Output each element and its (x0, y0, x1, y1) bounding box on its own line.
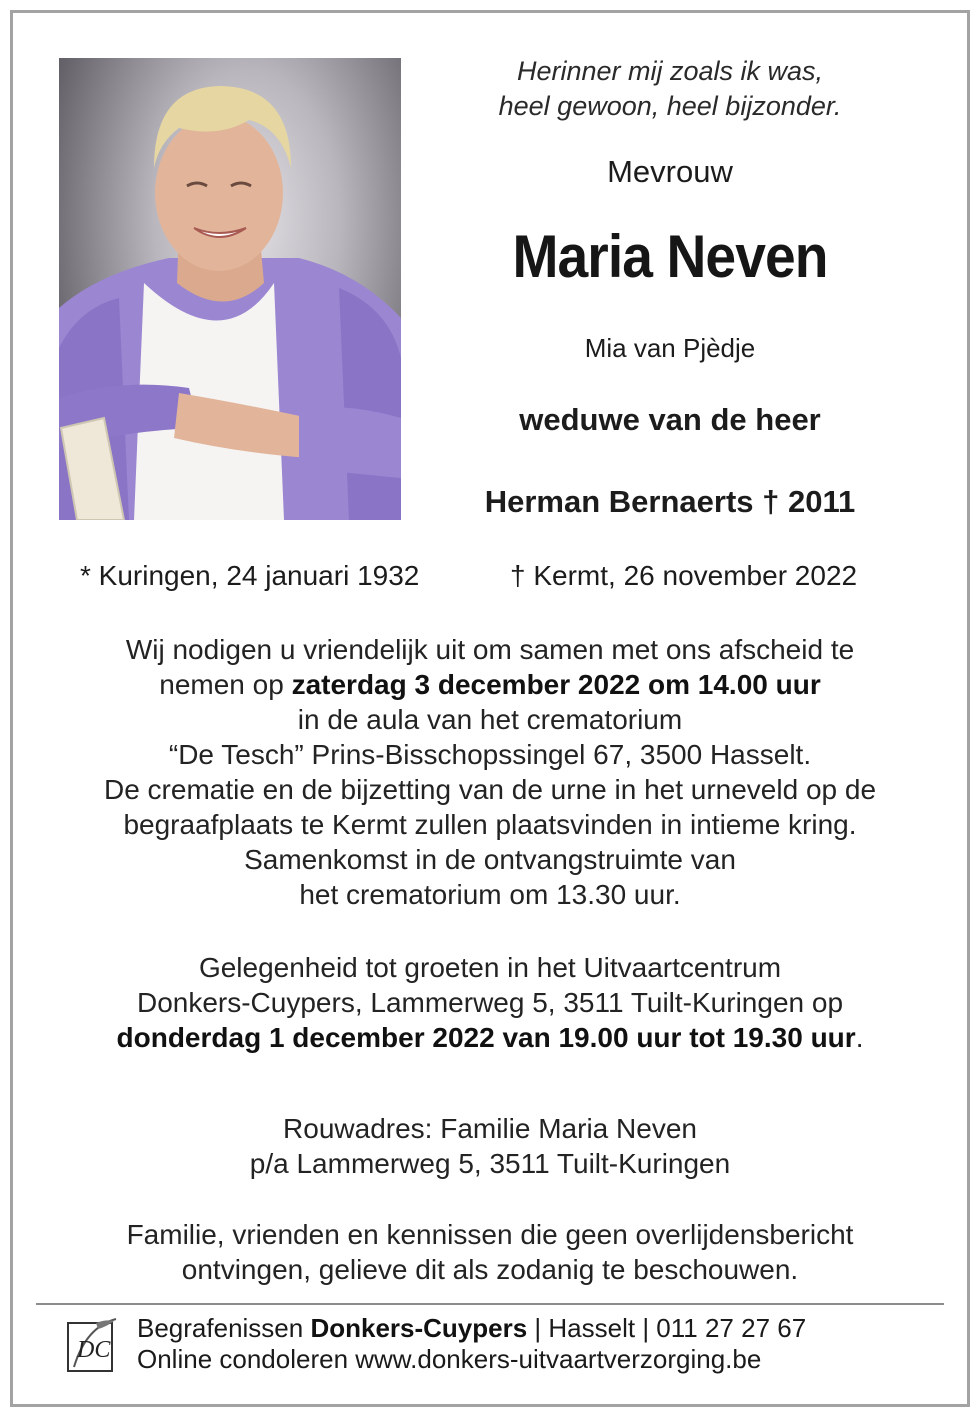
address-line: Rouwadres: Familie Maria Neven (283, 1113, 697, 1144)
ceremony-line: Wij nodigen u vriendelijk uit om samen met ons afscheid te (125, 634, 855, 665)
notice-line: ontvingen, gelieve dit als zodanig te beschouwen. (181, 1254, 799, 1285)
visitation-line (30, 1020, 950, 1055)
memorial-quote (440, 54, 900, 124)
ceremony-paragraph (30, 632, 950, 912)
birth-date: * Kuringen, 24 januari 1932 (80, 560, 420, 591)
ceremony-line-prefix: nemen op (159, 669, 292, 700)
visitation-line-end: . (855, 1022, 864, 1053)
ceremony-line: De crematie en de bijzetting van de urne in het urneveld op de (103, 774, 877, 805)
funeral-home-logo-icon (66, 1317, 118, 1375)
visitation-line: Donkers-Cuypers, Lammerweg 5, 3511 Tuilt-Kuringen op (136, 987, 844, 1018)
quote-line-2: heel gewoon, heel bijzonder. (498, 91, 842, 121)
footer-divider (36, 1303, 944, 1305)
address-line: p/a Lammerweg 5, 3511 Tuilt-Kuringen (249, 1148, 731, 1179)
visitation-paragraph (30, 950, 950, 1055)
ceremony-datetime: zaterdag 3 december 2022 om 14.00 uur (291, 669, 821, 700)
ceremony-line: “De Tesch” Prins-Bisschopssingel 67, 3500 Hasselt. (168, 739, 812, 770)
ceremony-line: het crematorium om 13.30 uur. (299, 879, 681, 910)
footer-separator: | (527, 1313, 549, 1343)
portrait-illustration (59, 58, 401, 520)
footer-prefix: Begrafenissen (137, 1313, 311, 1343)
footer-phone[interactable]: 011 27 27 67 (656, 1313, 807, 1343)
ceremony-line (30, 667, 950, 702)
visitation-datetime: donderdag 1 december 2022 van 19.00 uur tot 19.30 uur (116, 1022, 856, 1053)
relation-text: weduwe van de heer (519, 402, 821, 437)
visitation-line: Gelegenheid tot groeten in het Uitvaartcentrum (198, 952, 782, 983)
quote-line-1: Herinner mij zoals ik was, (516, 56, 824, 86)
notice-line: Familie, vrienden en kennissen die geen overlijdensbericht (126, 1219, 854, 1250)
spouse-name: Herman Bernaerts † 2011 (484, 484, 856, 519)
nickname: Mia van Pjèdje (584, 333, 756, 363)
footer-city: Hasselt (548, 1313, 636, 1343)
death-date: † Kermt, 26 november 2022 (510, 560, 858, 591)
portrait-photo (59, 58, 401, 520)
notice-paragraph (30, 1217, 950, 1287)
ceremony-line: Samenkomst in de ontvangstruimte van (244, 844, 736, 875)
ceremony-line: in de aula van het crematorium (297, 704, 683, 735)
footer-company: Donkers-Cuypers (310, 1313, 528, 1343)
mourning-address (30, 1111, 950, 1181)
deceased-name: Maria Neven (512, 223, 828, 290)
footer-online-condolences[interactable]: Online condoleren www.donkers-uitvaartverzorging.be (137, 1344, 762, 1374)
salutation: Mevrouw (607, 154, 733, 189)
footer-separator: | (635, 1313, 657, 1343)
footer (137, 1313, 806, 1375)
logo-letters: DC (77, 1337, 111, 1363)
footer-line-1 (137, 1313, 806, 1344)
ceremony-line: begraafplaats te Kermt zullen plaatsvinden in intieme kring. (123, 809, 857, 840)
